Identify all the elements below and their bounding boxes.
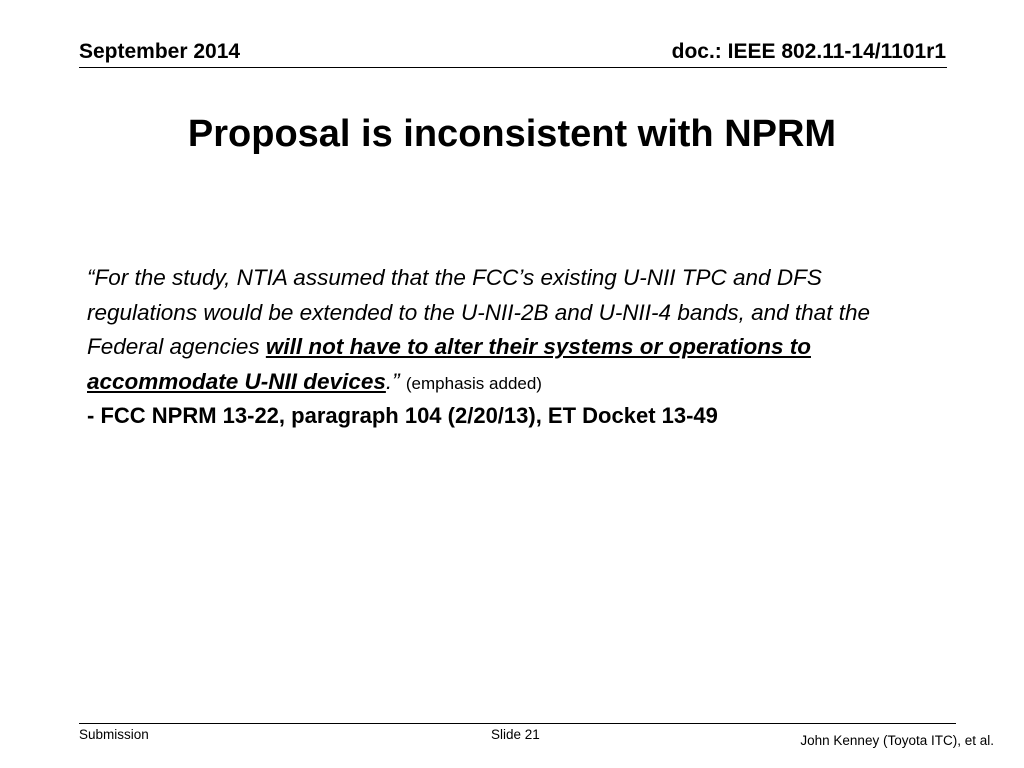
footer-author: John Kenney (Toyota ITC), et al. (800, 733, 994, 748)
quote-text-start: “For the study, NTIA assumed that the FCC’s existing U-NII TPC and DFS regulations would be extended to the U-NII-2B and U-NII-4 bands, and that the Federal agencies (87, 265, 870, 359)
header-doc-id: doc.: IEEE 802.11-14/1101r1 (671, 40, 946, 63)
quote-citation: - FCC NPRM 13-22, paragraph 104 (2/20/13), ET Docket 13-49 (87, 403, 718, 428)
footer-submission: Submission (79, 727, 149, 742)
emphasis-note: (emphasis added) (405, 373, 542, 393)
quote-text-end: .” (385, 368, 400, 394)
slide-title: Proposal is inconsistent with NPRM (187, 113, 837, 155)
footer-slide-number: Slide 21 (491, 727, 540, 742)
footer-divider (79, 723, 956, 724)
quote-emphasis: will not have to alter their systems or operations to accommodate U-NII devices (87, 334, 811, 394)
quote-block (87, 261, 937, 401)
header-divider (79, 67, 947, 68)
header-date: September 2014 (79, 40, 241, 63)
